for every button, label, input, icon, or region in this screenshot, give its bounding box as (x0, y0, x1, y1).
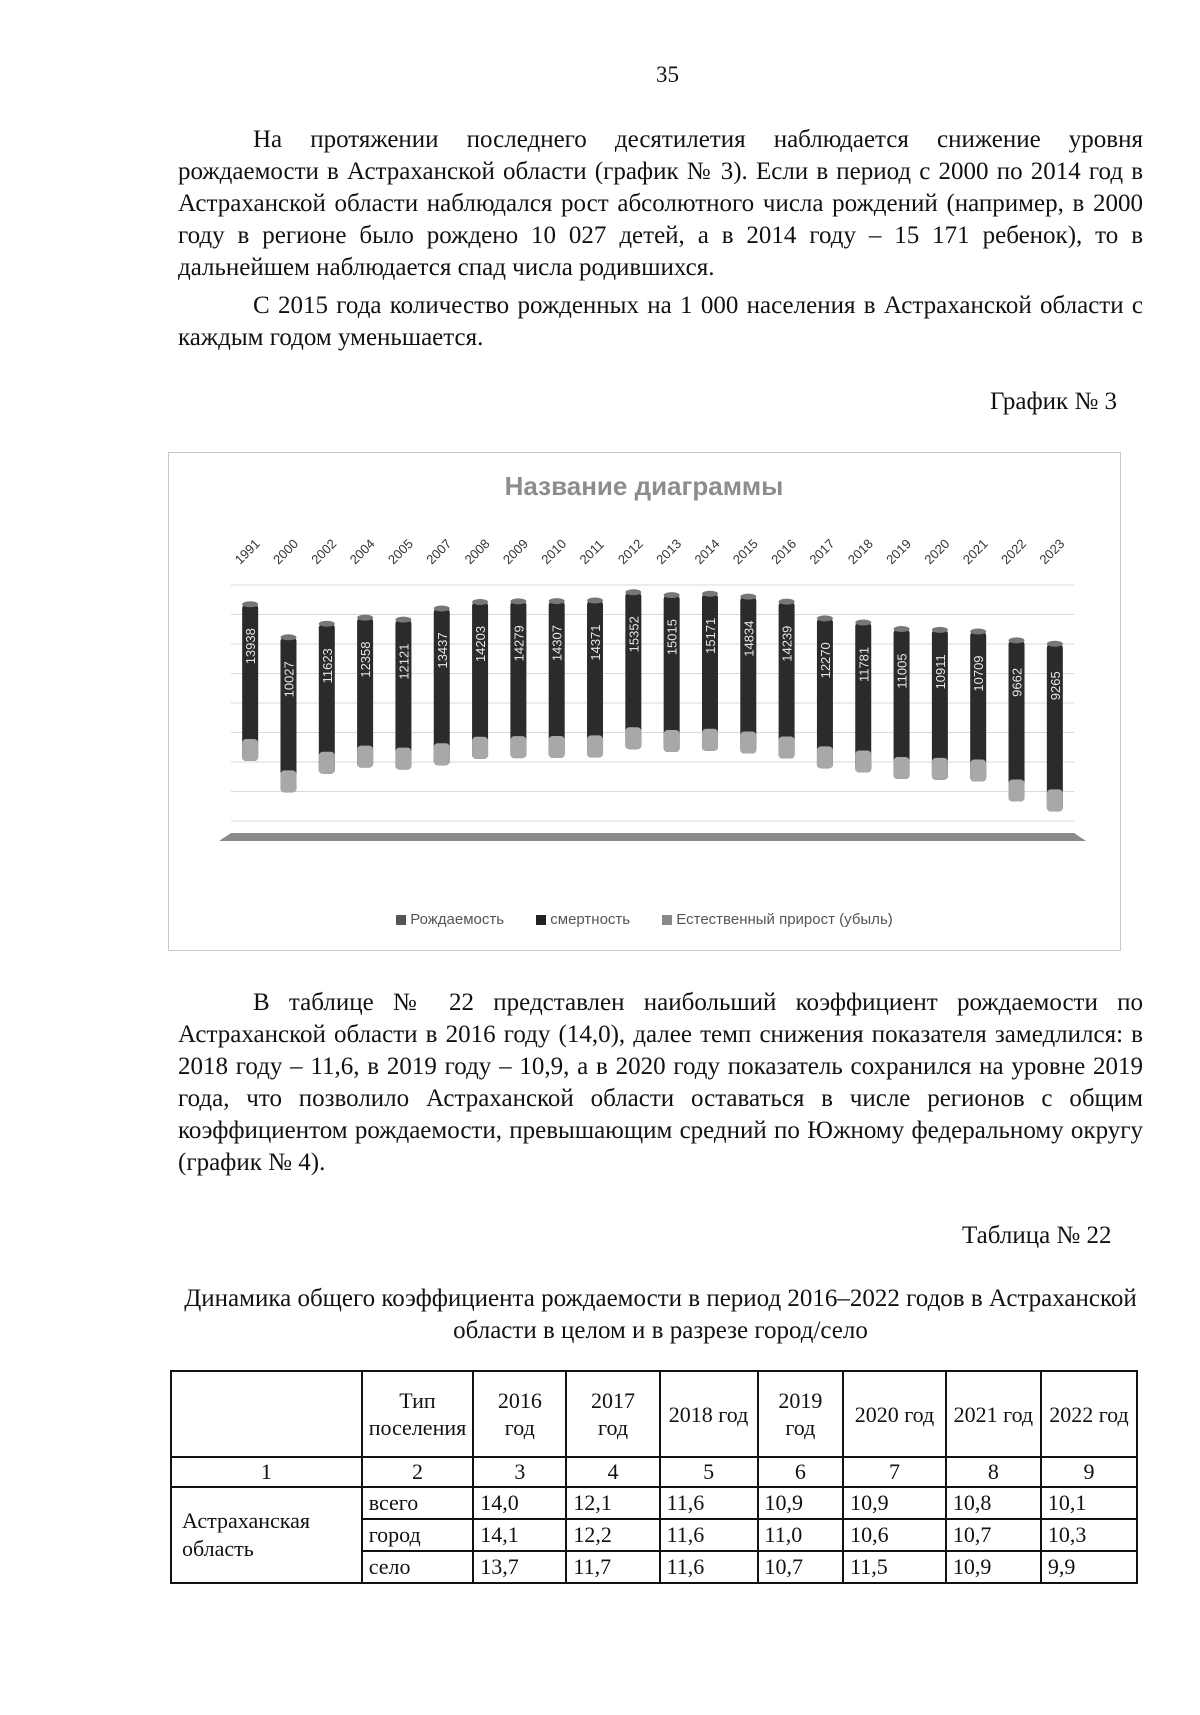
value-cell: 10,9 (843, 1487, 946, 1519)
settlement-type-cell: всего (362, 1487, 474, 1519)
bar-body (587, 601, 603, 758)
value-cell: 11,6 (660, 1551, 758, 1583)
bar-body (242, 604, 258, 761)
bar-value-label: 14239 (779, 625, 795, 662)
column-number: 1 (171, 1457, 362, 1487)
bar-body (549, 601, 565, 758)
value-cell: 10,7 (758, 1551, 844, 1583)
bar-body (894, 629, 910, 779)
category-label: 2013 (653, 536, 685, 568)
page-number: 35 (656, 62, 679, 87)
bar-cap (242, 601, 258, 607)
category-label: 1991 (231, 536, 263, 568)
category-label: 2017 (806, 536, 838, 568)
value-cell: 10,8 (946, 1487, 1041, 1519)
bar-value-label: 14279 (511, 625, 527, 662)
category-label: 2018 (844, 536, 876, 568)
bar-value-label: 14203 (473, 625, 489, 663)
bar-value-label: 10709 (971, 655, 987, 692)
header-cell: 2019 год (758, 1371, 844, 1457)
bar-lower-segment (817, 746, 833, 768)
bar-cap (702, 591, 718, 597)
bar-cap (625, 589, 641, 595)
bar-lower-segment (625, 727, 641, 749)
bar-lower-segment (970, 760, 986, 782)
value-cell: 14,1 (473, 1519, 566, 1551)
bar-lower-segment (280, 770, 296, 792)
bar-lower-segment (395, 748, 411, 770)
category-label: 2000 (269, 536, 302, 568)
bar-lower-segment (434, 743, 450, 765)
value-cell: 13,7 (473, 1551, 566, 1583)
bar-lower-segment (702, 729, 718, 751)
bar-lower-segment (1009, 779, 1025, 801)
chart-bar (702, 591, 718, 751)
chart-bar (587, 598, 603, 758)
table-column-number-row (171, 1457, 1137, 1487)
bar-value-label: 9662 (1009, 667, 1025, 697)
bar-value-label: 10027 (281, 661, 297, 698)
birth-chart (168, 452, 1121, 951)
bar-cap (817, 615, 833, 621)
chart-bar (510, 598, 526, 758)
bar-cap (894, 626, 910, 632)
bar-body (357, 618, 373, 768)
value-cell: 11,5 (843, 1551, 946, 1583)
table-header-row (171, 1371, 1137, 1457)
bar-value-label: 12270 (817, 642, 833, 679)
bar-lower-segment (587, 735, 603, 757)
column-number: 4 (566, 1457, 659, 1487)
category-label: 2020 (921, 536, 953, 568)
bar-value-label: 14834 (741, 620, 757, 657)
column-number: 8 (946, 1457, 1041, 1487)
value-cell: 11,6 (660, 1487, 758, 1519)
bar-cap (664, 592, 680, 598)
bar-cap (1047, 641, 1063, 647)
bar-body (779, 602, 795, 759)
bar-cap (280, 634, 296, 640)
header-cell: Тип поселения (362, 1371, 474, 1457)
table-row (171, 1487, 1137, 1519)
value-cell: 12,1 (566, 1487, 659, 1519)
value-cell: 10,6 (843, 1519, 946, 1551)
bar-lower-segment (1047, 789, 1063, 811)
chart-bar (740, 594, 756, 754)
bar-body (970, 632, 986, 782)
legend-label-death: смертность (550, 911, 631, 928)
bar-cap (395, 617, 411, 623)
bar-body (855, 622, 871, 772)
bar-lower-segment (664, 730, 680, 752)
bar-body (472, 602, 488, 759)
category-label: 2014 (691, 536, 723, 568)
value-cell: 11,7 (566, 1551, 659, 1583)
column-number: 7 (843, 1457, 946, 1487)
legend-item-birth (396, 911, 504, 928)
category-label: 2007 (423, 536, 455, 568)
chart-bar (549, 598, 565, 758)
bar-lower-segment (549, 736, 565, 758)
chart-bar (1009, 637, 1025, 801)
bar-cap (855, 619, 871, 625)
bar-value-label: 15171 (702, 617, 718, 654)
chart-bar (395, 617, 411, 770)
bar-value-label: 14371 (588, 624, 604, 661)
category-label: 2005 (384, 536, 417, 568)
category-label: 2012 (614, 536, 646, 568)
value-cell: 10,1 (1041, 1487, 1137, 1519)
chart-bar (970, 629, 986, 782)
legend-item-growth (662, 911, 892, 928)
bar-value-label: 12121 (396, 643, 412, 680)
bar-body (625, 592, 641, 749)
chart-bar (664, 592, 680, 752)
bar-body (740, 597, 756, 754)
settlement-type-cell: село (362, 1551, 474, 1583)
bar-body (434, 608, 450, 765)
category-label: 2011 (576, 536, 607, 568)
chart-bar (319, 621, 335, 774)
bar-cap (319, 621, 335, 627)
chart-floor (219, 833, 1086, 841)
legend-swatch-birth (396, 915, 406, 925)
paragraph-table22-summary: В таблице № 22 представлен наибольший коэффициент рождаемости по Астраханской области в 2016 году (14,0), далее темп снижения показателя замедлился: в 2018 году – 11,6, в 2019 году – 10,9, а в 2020 году показатель сохранился на уровне 2019 года, что позволило Астраханской области оставаться в числе регионов с общим коэффициентом рождаемости, превышающим средний по Южному федеральному округу (график № 4). (178, 989, 1143, 1176)
category-label: 2023 (1036, 536, 1068, 568)
table-caption: Таблица № 22 (962, 1222, 1112, 1249)
bar-cap (549, 598, 565, 604)
header-cell: 2016 год (473, 1371, 566, 1457)
header-cell: 2020 год (843, 1371, 946, 1457)
chart-legend (169, 911, 1120, 928)
bar-lower-segment (242, 739, 258, 761)
value-cell: 10,9 (946, 1551, 1041, 1583)
bar-value-label: 15352 (626, 616, 642, 653)
legend-item-death (536, 911, 630, 928)
bar-body (319, 624, 335, 774)
chart-bar (242, 601, 258, 761)
bar-cap (434, 605, 450, 611)
bar-cap (510, 598, 526, 604)
legend-swatch-death (536, 915, 546, 925)
column-number: 3 (473, 1457, 566, 1487)
column-number: 9 (1041, 1457, 1137, 1487)
birth-rate-table (170, 1370, 1138, 1584)
value-cell: 10,7 (946, 1519, 1041, 1551)
header-cell: 2017 год (566, 1371, 659, 1457)
category-label: 2019 (883, 536, 915, 568)
chart-bar (280, 634, 296, 792)
value-cell: 9,9 (1041, 1551, 1137, 1583)
bar-value-label: 12358 (358, 641, 374, 678)
category-label: 2009 (499, 536, 531, 568)
value-cell: 14,0 (473, 1487, 566, 1519)
bar-value-label: 13437 (434, 632, 450, 669)
category-label: 2022 (998, 536, 1030, 568)
bar-lower-segment (779, 737, 795, 759)
bar-value-label: 13938 (243, 628, 259, 665)
legend-label-birth: Рождаемость (410, 911, 505, 928)
header-cell: 2018 год (660, 1371, 758, 1457)
bar-value-label: 14307 (549, 625, 565, 662)
paragraph-birth-decline: На протяжении последнего десятилетия наблюдается снижение уровня рождаемости в Астраханской области (график № 3). Если в период с 2000 по 2014 год в Астраханской области наблюдался рост абсолютного числа рождений (например, в 2000 году в регионе было рождено 10 027 детей, а в 2014 году – 15 171 ребенок), то в дальнейшем наблюдается спад числа родившихся. (178, 126, 1143, 281)
bar-body (664, 595, 680, 752)
value-cell: 11,6 (660, 1519, 758, 1551)
category-label: 2016 (768, 536, 800, 568)
header-cell: 2021 год (946, 1371, 1041, 1457)
region-cell: Астраханская область (171, 1487, 362, 1583)
chart-title: Название диаграммы (504, 471, 784, 501)
legend-label-growth: Естественный прирост (убыль) (676, 911, 893, 928)
bar-body (395, 620, 411, 770)
graph-caption: График № 3 (990, 388, 1118, 415)
bar-cap (740, 594, 756, 600)
bar-value-label: 10911 (932, 654, 948, 690)
value-cell: 10,9 (758, 1487, 844, 1519)
chart-bar (894, 626, 910, 779)
column-number: 5 (660, 1457, 758, 1487)
category-label: 2008 (461, 536, 493, 568)
column-number: 2 (362, 1457, 474, 1487)
category-label: 2004 (346, 536, 378, 568)
paragraph-since-2015: С 2015 года количество рожденных на 1 000 населения в Астраханской области с каждым годом уменьшается. (178, 292, 1143, 351)
bar-body (510, 601, 526, 758)
bar-cap (357, 615, 373, 621)
chart-bar (434, 605, 450, 765)
bar-cap (970, 629, 986, 635)
bar-cap (779, 599, 795, 605)
bar-cap (1009, 637, 1025, 643)
chart-bar (932, 627, 948, 780)
bar-lower-segment (855, 750, 871, 772)
bar-lower-segment (740, 732, 756, 754)
birth-chart-svg (169, 453, 1120, 950)
table-title: Динамика общего коэффициента рождаемости в период 2016–2022 годов в Астраханской области в целом и в разрезе город/село (184, 1285, 1137, 1344)
chart-bar (357, 615, 373, 768)
chart-bar (779, 599, 795, 759)
legend-swatch-growth (662, 915, 672, 925)
bar-lower-segment (319, 752, 335, 774)
bar-body (280, 637, 296, 792)
chart-bar (625, 589, 641, 749)
bar-lower-segment (932, 758, 948, 780)
chart-bar (817, 615, 833, 768)
header-cell: 2022 год (1041, 1371, 1137, 1457)
value-cell: 11,0 (758, 1519, 844, 1551)
bar-value-label: 11005 (894, 653, 910, 689)
bar-body (1047, 644, 1063, 812)
value-cell: 12,2 (566, 1519, 659, 1551)
category-label: 2021 (959, 536, 991, 568)
chart-bar (472, 599, 488, 759)
chart-bar (1047, 641, 1063, 812)
bar-cap (932, 627, 948, 633)
chart-bar (855, 619, 871, 772)
bar-cap (587, 598, 603, 604)
bar-body (817, 618, 833, 768)
category-label: 2002 (308, 536, 340, 568)
bar-value-label: 9265 (1047, 671, 1063, 701)
bar-body (702, 594, 718, 751)
bar-body (932, 630, 948, 780)
bar-lower-segment (357, 746, 373, 768)
bar-lower-segment (510, 736, 526, 758)
bar-value-label: 11623 (319, 648, 335, 684)
column-number: 6 (758, 1457, 844, 1487)
bar-value-label: 11781 (856, 646, 872, 683)
value-cell: 10,3 (1041, 1519, 1137, 1551)
category-label: 2015 (729, 536, 761, 568)
header-cell (171, 1371, 362, 1457)
bar-lower-segment (472, 737, 488, 759)
bar-cap (472, 599, 488, 605)
bar-body (1009, 640, 1025, 801)
category-label: 2010 (538, 536, 570, 568)
bar-lower-segment (894, 757, 910, 779)
bar-value-label: 15015 (664, 619, 680, 656)
settlement-type-cell: город (362, 1519, 474, 1551)
